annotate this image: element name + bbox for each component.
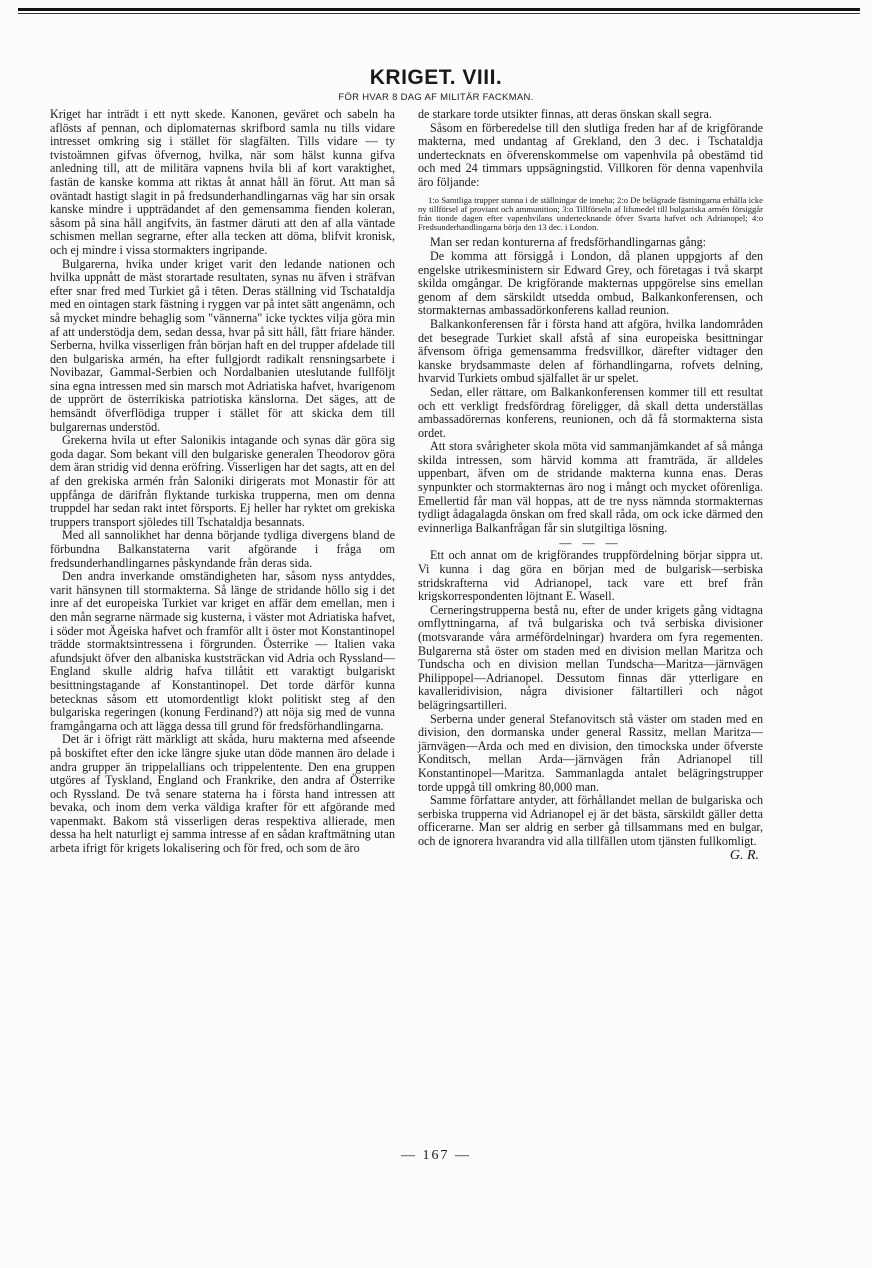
top-rule	[18, 8, 860, 11]
top-rule-thin	[18, 13, 860, 14]
article-subtitle: FÖR HVAR 8 DAG AF MILITÄR FACKMAN.	[338, 92, 534, 103]
section-divider: — — —	[559, 536, 622, 551]
armistice-terms: 1:o Samtliga trupper stanna i de ställningar de inneha; 2:o De belägrade fästningarna erhålla icke ny tillförsel af proviant och ammunition; 3:o Tillförseln af lifsmedel till bulgariska armén försiggår från tionde dagen efter vapenhvilans undertecknande öfver Svarta hafvet och Adrianopel; 4:o Fredsunderhandlingarna börja den 13 dec. i London.	[418, 194, 763, 233]
paragraph: Kriget har inträdt i ett nytt skede. Kanonen, geväret och sabeln ha aflösts af pennan, och diplomaternas skrifbord samla nu tills vidare intresset omkring sig i stället för slagfälten. Tills vidare — ty tvistoämnen gifvas öfvernog, hvilka, när som hälst kunna gifva anledning till, att de militära vapnens hvila bli af kort varaktighet, fastän de kanske komma att riktas åt annat håll än förut. Att man så oväntadt hastigt slagit in på fredsunderhandlingarnas väg har sin orsak kanske mindre i uppträdandet af den gemensamma fienden koleran, såsom på sina håll angifvits, än fastmer däruti att den af alla väntade schismen mellan segrarne, efter alla tecken att döma, blifvit kronisk, och ej mindre i vissa stormakters ingripande.	[50, 107, 395, 257]
paragraph: Den andra inverkande omständigheten har, såsom nyss antyddes, varit hänsynen till stormakterna. Så länge de stridande höllo sig i det inre af det europeiska Turkiet var kriget en affär dem emellan, men i den mån segrarne närmade sig kusterna, i väster mot Adriatiska hafvet, i söder mot Ägeiska hafvet och framför allt i öster mot Konstantinopel trädde stormaktsintressena i förgrunden. Österrike — Italien vaka afundsjukt öfver den albaniska kuststräckan vid Adria och Ryssland—England skulle aldrig hafva tillåtit ett varaktigt bulgariskt besittningstagande af Konstantinopel. Det torde därför kunna betecknas såsom ett utomordentligt klokt politiskt steg af den bulgariska regeringen (konung Ferdinand?) att nöja sig med de vunna framgångarna och att lägga dessa till grund för fredsförhandlingarna.	[50, 569, 395, 733]
paragraph: Balkankonferensen får i första hand att afgöra, hvilka landområden det besegrade Turkiet skall afstå af sina europeiska besittningar äfvensom öfriga gemensamma fredsvillkor, därefter vidtager den kanske brydsammaste delen af förhandlingarna, rofvets delning, hvarvid Turkiets ombud själfallet är ur spelet.	[418, 316, 763, 386]
paragraph: Det är i öfrigt rätt märkligt att skåda, huru makterna med afseende på boskiftet efter den icke längre sjuke utan döde mannen äro delade i andra grupper än trippelallians och trippelentente. Den ena gruppen utgöres af Tyskland, England och Frankrike, den andra af Österrike och Ryssland. De två senare staterna ha i första hand intressen att bevaka, och inom dem verka väldiga krafter för ett afgörande med vapenmakt. Bakom stå visserligen deras respektiva allierade, men dessa ha helt naturligt ej samma intresse af en sådan kraftmätning utan arbeta ifrigt för krigets lokalisering och för fred, och som de äro	[50, 732, 395, 856]
article-title: KRIGET. VIII.	[369, 66, 503, 89]
paragraph: Serberna under general Stefanovitsch stå väster om staden med en division, den dormanska under general Rassitz, mellan Maritza—järnvägen—Arda och med en division, den timockska under öfverste Konditsch, mellan Arda—järnvägen från Adrianopel till Konstantinopel—Maritza. Sammanlagda antalet belägringstrupper torde uppgå till omkring 80,000 man.	[418, 711, 763, 794]
page-number: — 167 —	[401, 1148, 471, 1163]
paragraph: De komma att försiggå i London, då planen uppgjorts af den engelske utrikesministern sir Edward Grey, och företagas i två skarpt skilda omgångar. De krigförande makternas uppgörelse sins emellan genom af dem särskildt utsedda ombud, Balkankonferensen, och stormakternas ambassadörkonferens kallad reunion.	[418, 248, 763, 318]
paragraph: Bulgarerna, hvika under kriget varit den ledande nationen och hvilka uppnått de mäst storartade resultaten, synas nu äfven i sträfvan efter snar fred med Turkiet gå i têten. Deras ställning vid Tschataldja med en ointagen stark fästning i ryggen var på intet sätt angenämn, och så mycket mindre behaglig som "vännerna" icke tycktes vilja göra min af att understödja dem, sedan dessa, hvar på sitt håll, fått friare händer. Serberna, hvilka visserligen från början haft en del trupper afdelade till den bulgariska armén, ha efter fullgjordt radikalt rensningsarbete i Novibazar, Gammal-Serbien och Nordalbanien uteslutande fullföljt sina egna intressen med sin marsch mot Adriatiska hafvet, hvarigenom de upprört de österrikiska patriotiska känslorna. Det säges, att de hemsändt öfverflödiga trupper i stället för att skicka dem till bulgarernas understöd.	[50, 256, 395, 434]
paragraph-final	[418, 793, 763, 863]
paragraph: Såsom en förberedelse till den slutliga freden har af de krigförande makterna, med undantag af Grekland, den 3 dec. i Tschataldja undertecknats en öfverenskommelse om vapenhvila på obestämd tid och med 24 timmars uppsägningstid. Villkoren för denna vapenhvila äro följande:	[418, 120, 763, 189]
paragraph: Grekerna hvila ut efter Salonikis intagande och synas där göra sig goda dagar. Som bekant vill den bulgariske generalen Theodorov göra dem äran stridig vid denna eröfring. Visserligen har det sagts, att en del af den grekiska armén från Saloniki dirigerats mot Monastir för att uppfånga de därifrån flyktande turkiska trupperna, men om denna truppdel har sedan rakt intet försports. Ej heller har ryktet om grekiska truppers transport sjöledes till Tschataldja besannats.	[50, 433, 395, 529]
right-column	[418, 108, 763, 862]
paragraph: Cerneringstrupperna bestå nu, efter de under krigets gång vidtagna omflyttningarna, af två bulgariska och två serbiska divisioner (motsvarande våra arméfördelningar) hvardera om fyra regementen. Bulgarerna stå öster om staden med en division mellan Maritza och Tundscha och en division mellan Tundscha—Maritza—järnvägen Philippopel—Adrianopel. Dessutom finnas där ytterligare en kavalleridivision, några divisioner fältartilleri och något belägringsartilleri.	[418, 602, 763, 712]
paragraph: Med all sannolikhet har denna börjande tydliga divergens bland de förbundna Balkanstaterna varit afgörande i fråga om fredsunderhandlingarnes påskyndande från deras sida.	[50, 528, 395, 570]
paragraph: Ett och annat om de krigförandes truppfördelning börjar sippra ut. Vi kunna i dag göra en början med de bulgarisk—serbiska stridskrafterna vid Adrianopel, tack vare ett bref från krigskorrespondenten löjtnant E. Wasell.	[418, 548, 763, 604]
left-column	[50, 108, 395, 856]
paragraph: de starkare torde utsikter finnas, att deras önskan skall segra.	[418, 107, 712, 121]
paragraph: Sedan, eller rättare, om Balkankonferensen kommer till ett resultat och ett verkligt fredsfördrag föreligger, då skall detta underställas ambassadörernas konferens, reunionen, och då få stormakterna sista ordet.	[418, 384, 763, 440]
paragraph-text: Samme författare antyder, att förhållandet mellan de bulgariska och serbiska trupperna vid Adrianopel ej är det bästa, särskildt gäller detta officerarne. Man ser aldrig en serber gå tillsammans med en bulgar, och de ignorera hvarandra vid alla tillfällen utom tjänsten fullkomligt.	[418, 793, 763, 848]
paragraph: Man ser redan konturerna af fredsförhandlingarnas gång:	[430, 235, 707, 250]
paragraph: Att stora svårigheter skola möta vid sammanjämkandet af så många skilda intressen, som härvid komma att framträda, är alldeles uppenbart, äfven om de stridande makterna kunna enas. Deras synpunkter och stormakternas äro nog i mångt och mycket oförenliga. Emellertid får man väl hoppas, att de tre nyss nämnda stormakternas tydligt ådagalagda önskan om fred skall råda, om ock icke därmed den evinnerliga Balkanfrågan får sin slutgiltiga lösning.	[418, 439, 763, 535]
author-signature: G. R.	[729, 847, 759, 863]
